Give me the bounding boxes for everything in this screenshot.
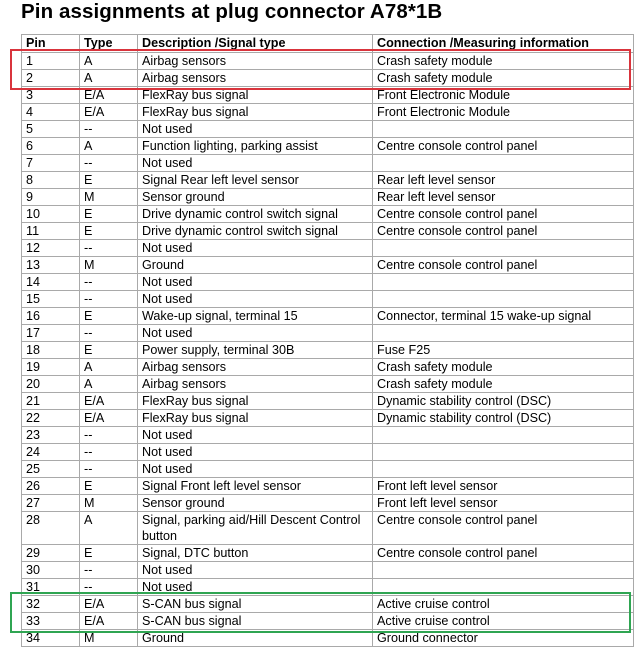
cell-pin: 11: [22, 223, 80, 240]
table-row: [22, 579, 634, 596]
cell-connection: Ground connector: [373, 630, 634, 647]
cell-description: Not used: [138, 562, 373, 579]
cell-pin: 13: [22, 257, 80, 274]
cell-description: Signal Rear left level sensor: [138, 172, 373, 189]
cell-pin: 28: [22, 512, 80, 545]
cell-pin: 30: [22, 562, 80, 579]
table-row: [22, 257, 634, 274]
cell-description: Not used: [138, 579, 373, 596]
cell-description: Not used: [138, 461, 373, 478]
cell-description: Airbag sensors: [138, 376, 373, 393]
cell-type: --: [80, 274, 138, 291]
cell-connection: Centre console control panel: [373, 257, 634, 274]
header-row: [22, 35, 634, 53]
cell-description: Function lighting, parking assist: [138, 138, 373, 155]
cell-description: FlexRay bus signal: [138, 393, 373, 410]
table-row: [22, 461, 634, 478]
cell-type: --: [80, 155, 138, 172]
cell-pin: 18: [22, 342, 80, 359]
page-title: Pin assignments at plug connector A78*1B: [21, 0, 443, 23]
cell-pin: 7: [22, 155, 80, 172]
cell-connection: Fuse F25: [373, 342, 634, 359]
cell-type: A: [80, 359, 138, 376]
cell-connection: Crash safety module: [373, 359, 634, 376]
cell-connection: Front Electronic Module: [373, 87, 634, 104]
cell-type: E: [80, 223, 138, 240]
cell-pin: 27: [22, 495, 80, 512]
cell-description: Ground: [138, 257, 373, 274]
cell-description: Airbag sensors: [138, 53, 373, 70]
header-connection: Connection /Measuring information: [373, 35, 634, 53]
cell-connection: [373, 562, 634, 579]
cell-connection: [373, 579, 634, 596]
cell-connection: [373, 325, 634, 342]
table-row: [22, 189, 634, 206]
cell-connection: Centre console control panel: [373, 545, 634, 562]
cell-connection: [373, 291, 634, 308]
table-row: [22, 342, 634, 359]
cell-pin: 23: [22, 427, 80, 444]
cell-type: M: [80, 189, 138, 206]
cell-pin: 10: [22, 206, 80, 223]
cell-description: FlexRay bus signal: [138, 104, 373, 121]
cell-description: Not used: [138, 155, 373, 172]
cell-type: --: [80, 427, 138, 444]
table-row: [22, 562, 634, 579]
cell-connection: Connector, terminal 15 wake-up signal: [373, 308, 634, 325]
table-row: [22, 53, 634, 70]
table-row: [22, 427, 634, 444]
cell-pin: 20: [22, 376, 80, 393]
cell-type: --: [80, 240, 138, 257]
cell-description: FlexRay bus signal: [138, 87, 373, 104]
cell-description: S-CAN bus signal: [138, 596, 373, 613]
cell-pin: 32: [22, 596, 80, 613]
cell-pin: 21: [22, 393, 80, 410]
cell-description: Not used: [138, 121, 373, 138]
cell-pin: 22: [22, 410, 80, 427]
table-row: [22, 308, 634, 325]
cell-pin: 1: [22, 53, 80, 70]
cell-type: E/A: [80, 393, 138, 410]
cell-description: Airbag sensors: [138, 70, 373, 87]
cell-type: E/A: [80, 87, 138, 104]
table-row: [22, 444, 634, 461]
cell-connection: Crash safety module: [373, 53, 634, 70]
cell-pin: 33: [22, 613, 80, 630]
cell-pin: 12: [22, 240, 80, 257]
table-row: [22, 512, 634, 545]
cell-description: Not used: [138, 444, 373, 461]
cell-description: S-CAN bus signal: [138, 613, 373, 630]
cell-description: Not used: [138, 240, 373, 257]
cell-type: M: [80, 257, 138, 274]
cell-connection: Centre console control panel: [373, 223, 634, 240]
cell-type: A: [80, 138, 138, 155]
cell-type: E: [80, 545, 138, 562]
table-row: [22, 274, 634, 291]
cell-type: E: [80, 172, 138, 189]
cell-connection: [373, 427, 634, 444]
table-row: [22, 410, 634, 427]
cell-description: Power supply, terminal 30B: [138, 342, 373, 359]
cell-pin: 31: [22, 579, 80, 596]
cell-pin: 3: [22, 87, 80, 104]
table-row: [22, 87, 634, 104]
cell-type: E: [80, 342, 138, 359]
table-body: [22, 53, 634, 647]
table-row: [22, 478, 634, 495]
table-row: [22, 223, 634, 240]
table-row: [22, 206, 634, 223]
cell-type: M: [80, 495, 138, 512]
cell-type: E/A: [80, 596, 138, 613]
cell-connection: Rear left level sensor: [373, 189, 634, 206]
table-row: [22, 172, 634, 189]
cell-connection: Centre console control panel: [373, 138, 634, 155]
cell-pin: 8: [22, 172, 80, 189]
cell-description: Signal, DTC button: [138, 545, 373, 562]
cell-connection: [373, 444, 634, 461]
cell-pin: 5: [22, 121, 80, 138]
table-row: [22, 596, 634, 613]
cell-pin: 29: [22, 545, 80, 562]
cell-connection: [373, 121, 634, 138]
cell-type: --: [80, 579, 138, 596]
cell-description: Signal Front left level sensor: [138, 478, 373, 495]
cell-pin: 4: [22, 104, 80, 121]
cell-connection: Crash safety module: [373, 376, 634, 393]
cell-type: A: [80, 376, 138, 393]
table-row: [22, 155, 634, 172]
cell-description: Airbag sensors: [138, 359, 373, 376]
cell-description: Wake-up signal, terminal 15: [138, 308, 373, 325]
cell-description: FlexRay bus signal: [138, 410, 373, 427]
table-header: [22, 35, 634, 53]
cell-description: Not used: [138, 325, 373, 342]
cell-description: Ground: [138, 630, 373, 647]
table-row: [22, 393, 634, 410]
cell-type: E/A: [80, 613, 138, 630]
table-row: [22, 545, 634, 562]
cell-type: --: [80, 562, 138, 579]
cell-connection: [373, 240, 634, 257]
table-row: [22, 291, 634, 308]
cell-description: Drive dynamic control switch signal: [138, 206, 373, 223]
cell-pin: 19: [22, 359, 80, 376]
cell-connection: Dynamic stability control (DSC): [373, 393, 634, 410]
cell-description: Drive dynamic control switch signal: [138, 223, 373, 240]
table-row: [22, 495, 634, 512]
cell-pin: 9: [22, 189, 80, 206]
cell-description: Not used: [138, 427, 373, 444]
cell-connection: Active cruise control: [373, 596, 634, 613]
table-row: [22, 325, 634, 342]
cell-connection: Centre console control panel: [373, 512, 634, 545]
cell-type: A: [80, 70, 138, 87]
cell-type: --: [80, 291, 138, 308]
table-row: [22, 70, 634, 87]
cell-pin: 26: [22, 478, 80, 495]
table-row: [22, 121, 634, 138]
cell-connection: Active cruise control: [373, 613, 634, 630]
cell-connection: [373, 155, 634, 172]
header-type: Type: [80, 35, 138, 53]
cell-connection: Centre console control panel: [373, 206, 634, 223]
table-row: [22, 104, 634, 121]
cell-type: A: [80, 512, 138, 545]
table-row: [22, 376, 634, 393]
cell-connection: Front Electronic Module: [373, 104, 634, 121]
cell-connection: Rear left level sensor: [373, 172, 634, 189]
table-row: [22, 359, 634, 376]
cell-description: Signal, parking aid/Hill Descent Control button: [138, 512, 373, 545]
cell-connection: Front left level sensor: [373, 495, 634, 512]
cell-pin: 2: [22, 70, 80, 87]
table-row: [22, 240, 634, 257]
table-row: [22, 138, 634, 155]
cell-type: E: [80, 478, 138, 495]
cell-type: --: [80, 121, 138, 138]
cell-pin: 14: [22, 274, 80, 291]
table-row: [22, 630, 634, 647]
cell-pin: 16: [22, 308, 80, 325]
cell-type: E/A: [80, 104, 138, 121]
cell-pin: 24: [22, 444, 80, 461]
cell-description: Sensor ground: [138, 189, 373, 206]
cell-pin: 6: [22, 138, 80, 155]
header-description: Description /Signal type: [138, 35, 373, 53]
cell-type: --: [80, 444, 138, 461]
cell-description: Sensor ground: [138, 495, 373, 512]
cell-connection: Crash safety module: [373, 70, 634, 87]
cell-type: A: [80, 53, 138, 70]
cell-type: E: [80, 308, 138, 325]
table-row: [22, 613, 634, 630]
cell-description: Not used: [138, 291, 373, 308]
cell-connection: Front left level sensor: [373, 478, 634, 495]
cell-connection: Dynamic stability control (DSC): [373, 410, 634, 427]
cell-type: E/A: [80, 410, 138, 427]
cell-connection: [373, 274, 634, 291]
cell-connection: [373, 461, 634, 478]
cell-pin: 15: [22, 291, 80, 308]
cell-type: E: [80, 206, 138, 223]
cell-type: M: [80, 630, 138, 647]
cell-type: --: [80, 325, 138, 342]
cell-pin: 34: [22, 630, 80, 647]
cell-description: Not used: [138, 274, 373, 291]
pin-table-container: [21, 34, 633, 647]
cell-pin: 25: [22, 461, 80, 478]
cell-pin: 17: [22, 325, 80, 342]
pin-assignment-table: [21, 34, 634, 647]
cell-type: --: [80, 461, 138, 478]
header-pin: Pin: [22, 35, 80, 53]
